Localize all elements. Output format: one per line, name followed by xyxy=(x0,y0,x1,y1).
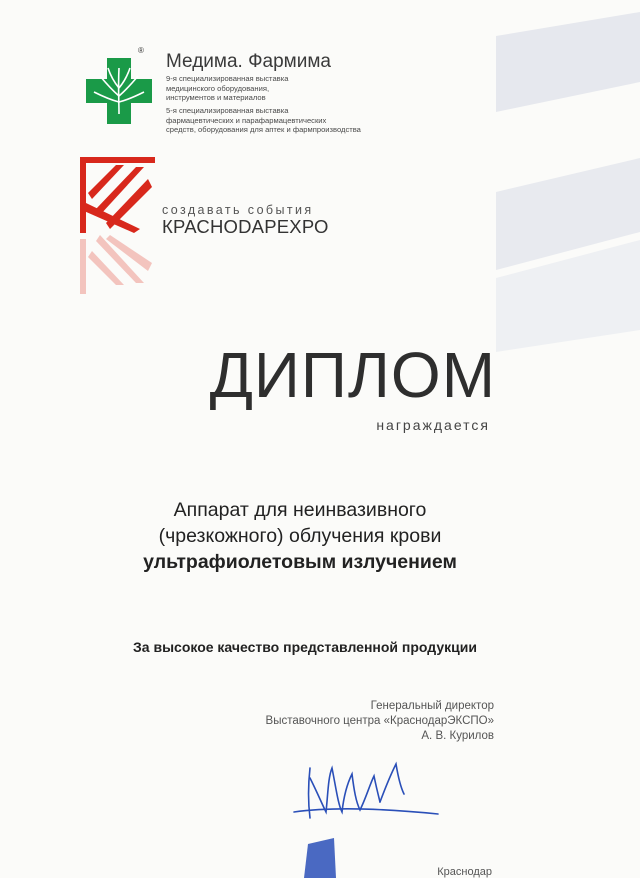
handwritten-signature xyxy=(288,728,488,838)
registered-mark: ® xyxy=(138,46,144,55)
exhibition-description-pharma: 5-я специализированная выставка фармацевтических и парафармацевтических средств, оборудования для аптек и фармпроизводства xyxy=(166,106,361,135)
product-line-1: Аппарат для неинвазивного xyxy=(173,499,427,521)
product-line-3: ультрафиолетовым излучением xyxy=(143,551,457,573)
organizer-brand-name: КРАСНОDAРЕХРО xyxy=(162,216,329,237)
krasnodarexpo-k-logo xyxy=(80,157,155,294)
awarded-product xyxy=(90,497,510,575)
diploma-title: ДИПЛОМ xyxy=(209,339,496,411)
exhibition-description-medical: 9-я специализированная выставка медицинского оборудования, инструментов и материалов xyxy=(166,74,289,103)
organizer-slogan: создавать события xyxy=(162,203,314,217)
product-line-2: (чрезкожного) облучения крови xyxy=(158,525,442,547)
award-reason: За высокое качество представленной продукции xyxy=(133,639,477,655)
signatory-block: Генеральный директор Выставочного центра «КраснодарЭКСПО» А. В. Курилов xyxy=(265,700,494,742)
city-name: Краснодар xyxy=(437,866,492,878)
awarded-label: награждается xyxy=(376,417,490,433)
blue-stamp-fragment xyxy=(304,838,338,878)
via-vitae-cross-logo xyxy=(80,52,158,130)
exhibition-title: Медима. Фармима xyxy=(166,51,331,72)
